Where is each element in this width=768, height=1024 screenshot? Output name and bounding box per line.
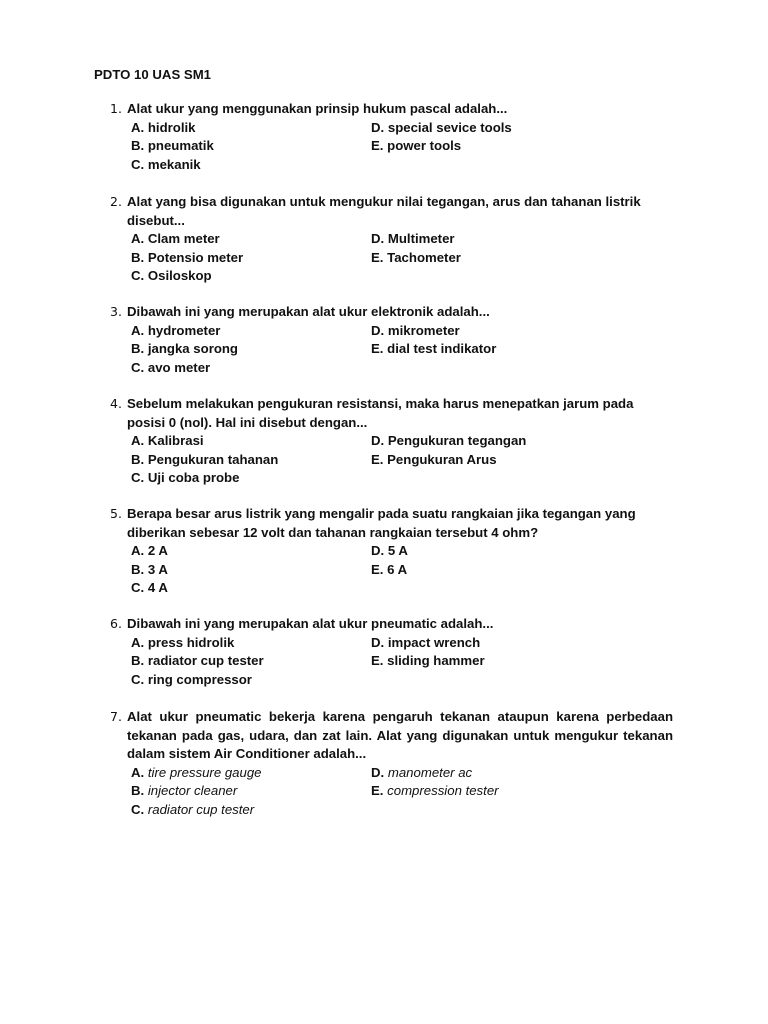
option-c: C. ring compressor [131,671,252,687]
options-grid [131,322,673,378]
option-e: E. 6 A [371,561,408,577]
question-number: 5. [110,506,122,521]
option-c: C. Uji coba probe [131,470,240,485]
option-a: A. 2 A [131,543,168,558]
option-b: B. Potensio meter [131,249,244,265]
option-b: B. 3 A [131,561,168,577]
option-c: C. avo meter [131,359,211,375]
option-a: A. hydrometer [131,322,221,338]
option-b: B. Pengukuran tahanan [131,451,279,467]
question-4 [110,395,673,488]
question-text: Alat ukur pneumatic bekerja karena pengaruh tekanan ataupun karena perbedaan tekanan pada gas, udara, dan zat lain. Alat yang digunakan untuk mengukur tekanan dalam sistem Air Conditioner adalah... [127,709,673,761]
option-d: D. impact wrench [371,634,481,650]
question-number: 2. [110,194,122,209]
question-text: Berapa besar arus listrik yang mengalir pada suatu rangkaian jika tegangan yang diberikan sebesar 12 volt dan tahanan rangkaian tersebut 4 ohm? [127,506,636,540]
options-grid [131,230,673,286]
option-d: D. Pengukuran tegangan [371,433,527,448]
option-e: E. sliding hammer [371,653,485,668]
question-number: 7. [110,709,122,724]
option-a: A. Clam meter [131,231,220,246]
option-a: A. hidrolik [131,119,196,135]
option-e: E. dial test indikator [371,341,497,356]
question-text: Alat yang bisa digunakan untuk mengukur nilai tegangan, arus dan tahanan listrik disebut... [127,194,641,228]
question-number: 3. [110,304,122,319]
option-b: B. pneumatik [131,138,214,153]
option-c: C. Osiloskop [131,268,212,283]
question-text: Dibawah ini yang merupakan alat ukur elektronik adalah... [127,304,490,319]
options-grid [131,432,673,488]
question-1 [110,100,673,174]
option-b: B. jangka sorong [131,341,238,356]
option-c: C. 4 A [131,580,168,595]
option-a: A. tire pressure gauge [131,764,262,780]
options-grid [131,119,673,175]
option-d: D. Multimeter [371,231,455,246]
question-5 [110,505,673,598]
question-text: Dibawah ini yang merupakan alat ukur pneumatic adalah... [127,616,494,631]
question-3 [110,303,673,377]
option-e: E. Pengukuran Arus [371,451,497,467]
option-e: E. Tachometer [371,249,461,265]
options-grid [131,764,673,820]
option-d: D. special sevice tools [371,119,512,135]
options-grid [131,542,673,598]
question-text: Alat ukur yang menggunakan prinsip hukum pascal adalah... [127,101,508,116]
option-b: B. radiator cup tester [131,653,264,668]
question-7 [110,708,673,819]
option-d: D. mikrometer [371,322,460,338]
question-number: 1. [110,101,122,116]
option-c: C. mekanik [131,156,201,172]
question-number: 6. [110,616,122,631]
options-grid [131,634,673,690]
question-6 [110,615,673,689]
option-a: A. Kalibrasi [131,433,204,448]
option-b: B. injector cleaner [131,783,238,798]
option-e: E. power tools [371,138,462,153]
document-title: PDTO 10 UAS SM1 [94,67,212,82]
option-e: E. compression tester [371,783,499,798]
question-text: Sebelum melakukan pengukuran resistansi, maka harus menepatkan jarum pada posisi 0 (nol). Hal ini disebut dengan... [127,396,634,430]
option-d: D. 5 A [371,543,408,558]
question-2 [110,193,673,286]
question-number: 4. [110,396,122,411]
option-a: A. press hidrolik [131,634,235,650]
option-d: D. manometer ac [371,764,473,780]
option-c: C. radiator cup tester [131,801,255,817]
